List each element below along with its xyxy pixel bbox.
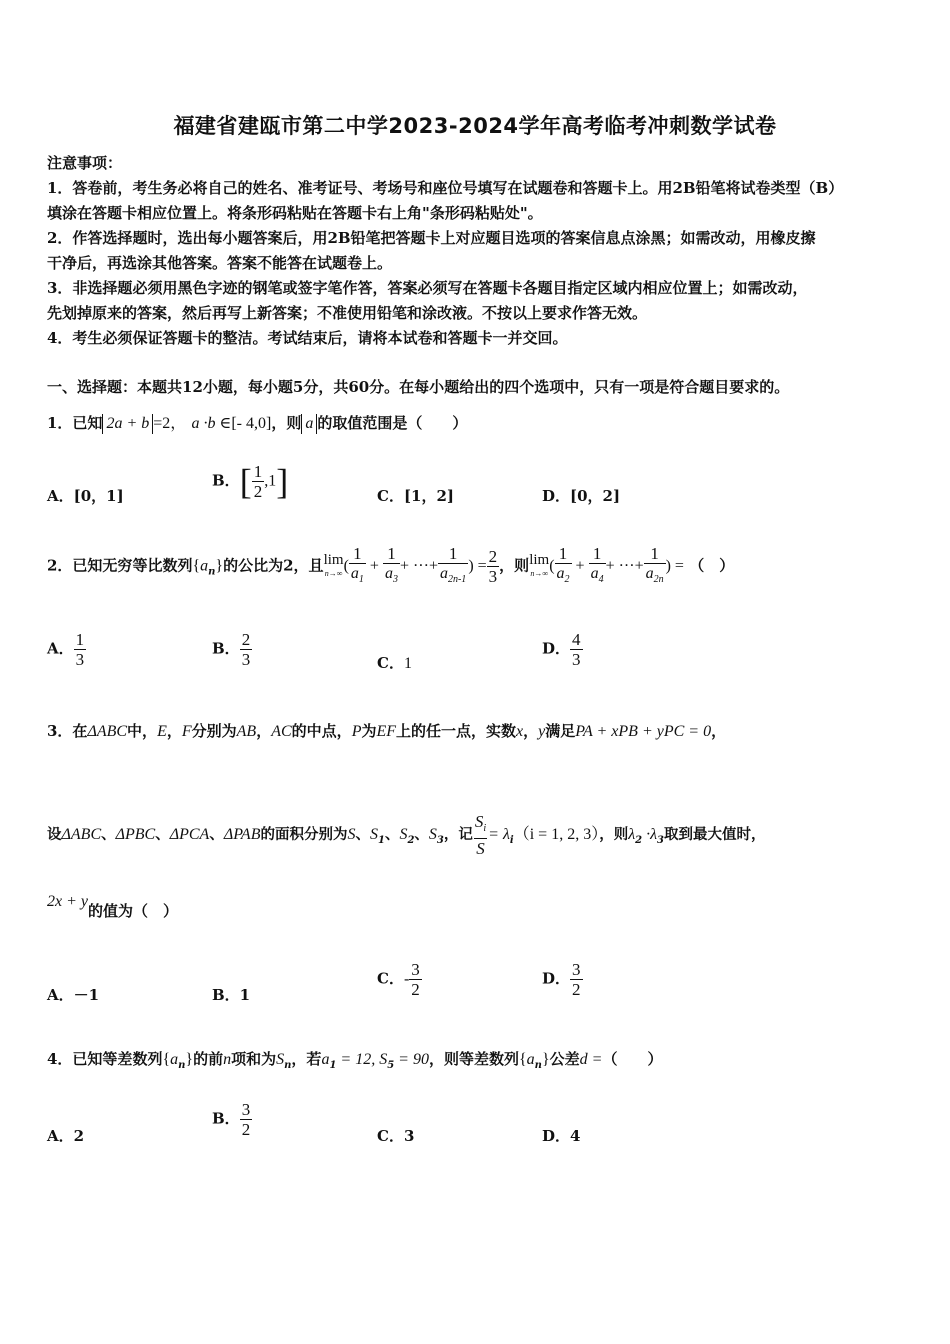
math: （i = 1, 2, 3） [513, 826, 600, 843]
math: = 12, S [336, 1051, 388, 1068]
math: S [428, 826, 437, 843]
q1-option-a[interactable]: A．[0，1] [47, 487, 124, 505]
paren-open-icon: ( [343, 557, 349, 575]
option-fraction [240, 1100, 253, 1139]
frac-den: 2 [241, 1120, 251, 1139]
math: S [347, 826, 356, 843]
question-3-line-2 [47, 812, 766, 858]
math: y [538, 723, 546, 740]
math: ΔPAB [223, 826, 261, 843]
frac-den [555, 563, 572, 589]
q1-cond1-rest: =2， [153, 415, 187, 432]
math: n [223, 1051, 232, 1068]
den-sub: 2n-1 [447, 574, 467, 585]
q2-option-a[interactable] [47, 630, 86, 669]
frac-num: 3 [572, 960, 581, 979]
frac-num: 1 [650, 544, 659, 563]
text: ，记 [443, 826, 473, 843]
option-label: D． [542, 969, 571, 988]
text: ， [711, 722, 727, 740]
q1-option-b-fraction [252, 462, 265, 501]
math: S [369, 826, 378, 843]
text: 分别为 [191, 722, 237, 740]
math: ΔPCA [169, 826, 210, 843]
frac-den: 2 [253, 482, 263, 501]
frac-den: 2 [411, 980, 420, 999]
math: ·λ [642, 826, 658, 843]
q2-seq: a [200, 557, 209, 575]
den-sub: 3 [392, 574, 398, 585]
q2-term [438, 544, 468, 589]
q4-option-b[interactable] [212, 1100, 252, 1139]
den-var: a [439, 565, 448, 582]
frac-num: 1 [353, 544, 362, 563]
den-sub: 4 [598, 574, 604, 585]
option-fraction [240, 630, 253, 669]
text: （ ） [602, 1050, 663, 1068]
text: 的前 [193, 1050, 224, 1068]
frac-den: 3 [75, 650, 85, 669]
q1-prefix: 1．已知 [47, 414, 103, 432]
text: ，若 [291, 1050, 322, 1068]
text: 、 [355, 826, 370, 843]
plus-icon: + [571, 557, 589, 575]
math: a [526, 1051, 535, 1068]
option-fraction [409, 960, 422, 999]
option-label: A． [47, 639, 74, 658]
math: d = [579, 1051, 603, 1068]
frac-den: 3 [572, 650, 581, 669]
math: = 90 [394, 1051, 429, 1068]
math-sub: 2 [635, 835, 643, 846]
option-label: C． [377, 969, 404, 988]
frac-den: 2 [572, 980, 581, 999]
math: ΔPBC [115, 826, 156, 843]
option-fraction [570, 960, 583, 999]
math: EF [376, 723, 397, 740]
q1-option-b-tail: ,1 [264, 472, 277, 490]
q1-abs-a: a [301, 414, 317, 434]
brace-open-icon: { [518, 1051, 527, 1068]
text: 、 [209, 826, 224, 843]
frac-den [438, 563, 468, 589]
text: 的中点， [291, 722, 352, 740]
frac-num: 3 [411, 960, 420, 979]
bracket-close-icon: ] [276, 461, 289, 502]
q2-term [644, 544, 666, 589]
frac-num: 1 [592, 544, 602, 563]
paren-close-icon: ) [468, 557, 478, 575]
lim-word: lim [529, 551, 550, 568]
option-value: 1 [403, 655, 412, 672]
q1-option-d[interactable]: D．[0，2] [542, 487, 621, 505]
math: F [181, 723, 192, 740]
notice-line: 填涂在答题卡相应位置上。将条形码粘贴在答题卡右上角"条形码粘贴处"。 [47, 204, 543, 222]
q2-option-b[interactable] [212, 630, 252, 669]
frac-den: 3 [488, 567, 498, 586]
frac-num: 1 [387, 544, 396, 563]
question-4 [47, 1048, 662, 1071]
notice-line: 3．非选择题必须用黑色字迹的钢笔或签字笔作答，答案必须写在答题卡各题目指定区域内相应位置上；如需改动， [47, 279, 808, 297]
option-label: B． [212, 1109, 240, 1128]
text: ， [523, 722, 539, 740]
q2-prefix: 2．已知无穷等比数列 [47, 556, 193, 575]
text: 中， [127, 722, 158, 740]
q4-option-d[interactable]: D．4 [542, 1127, 581, 1145]
den-var: a [645, 565, 654, 582]
text: 的面积分别为 [260, 826, 348, 843]
den-var: a [590, 565, 599, 582]
q3-option-a[interactable]: A．－1 [47, 986, 100, 1004]
q1-dot-product: a ·b ∈ [191, 415, 232, 432]
text: 的值为（ ） [88, 902, 179, 920]
frac-num: 1 [253, 462, 263, 481]
brace-close-icon: } [185, 1051, 194, 1068]
math-sub: 2 [407, 835, 415, 846]
q2-option-c[interactable] [377, 652, 412, 673]
text: 、 [414, 826, 429, 843]
q1-interval: [- 4,0] [231, 415, 272, 432]
lim-sub: n→∞ [530, 568, 549, 578]
question-2 [47, 544, 734, 589]
option-fraction [570, 630, 583, 669]
text: 4．已知等差数列 [47, 1050, 163, 1068]
math-sub: 1 [377, 835, 385, 846]
q2-term [383, 544, 400, 589]
text: ， [166, 722, 182, 740]
math: λ [628, 826, 636, 843]
q4-option-a[interactable]: A．2 [47, 1127, 85, 1145]
math: E [157, 723, 167, 740]
math: = λ [488, 826, 510, 843]
math: ΔABC [61, 826, 102, 843]
q1-mid: ，则 [271, 414, 302, 432]
den-var: a [350, 565, 359, 582]
den-sub: 2 [564, 574, 570, 585]
notice-line: 2．作答选择题时，选出每小题答案后，用2B铅笔把答题卡上对应题目选项的答案信息点涂黑；如需改动，用橡皮擦 [47, 229, 816, 247]
q2-term [555, 544, 572, 589]
lim-word: lim [323, 551, 344, 568]
math-sub: i [509, 835, 514, 846]
question-3-line-1 [47, 720, 726, 741]
option-label: C． [377, 654, 404, 672]
option-label: D． [542, 639, 571, 658]
math: ΔABC [87, 723, 128, 740]
text: ，则等差数列 [428, 1050, 519, 1068]
frac-num: 2 [241, 630, 251, 649]
text: ，则 [599, 826, 629, 843]
den-sub: 1 [358, 574, 364, 585]
q1-option-c[interactable]: C．[1，2] [377, 487, 455, 505]
text: 为 [361, 722, 377, 740]
den-var: a [384, 565, 393, 582]
frac-den: S [476, 839, 485, 858]
q2-value [487, 547, 500, 586]
math: a [170, 1051, 179, 1068]
page-title: 福建省建瓯市第二中学2023-2024学年高考临考冲刺数学试卷 [173, 114, 777, 138]
q3-option-b[interactable]: B．1 [212, 986, 251, 1004]
q3-option-c[interactable] [377, 960, 422, 999]
notice-line: 4．考生必须保证答题卡的整洁。考试结束后，请将本试卷和答题卡一并交回。 [47, 329, 568, 347]
frac-num: 1 [558, 544, 568, 563]
q3-option-d[interactable] [542, 960, 583, 999]
q2-seq-sub: n [208, 566, 216, 578]
q1-abs-expr: 2a + b [102, 414, 153, 434]
bracket-open-icon: [ [239, 461, 252, 502]
text: 设 [47, 826, 62, 843]
frac-num: 1 [448, 544, 458, 563]
math: AB [236, 723, 257, 740]
paren-open-icon: ( [549, 557, 555, 575]
q2-term [589, 544, 606, 589]
text: 上的任一点，实数 [396, 722, 517, 740]
math-sub: n [284, 1060, 292, 1071]
question-3-line-3 [47, 893, 179, 921]
brace-close-icon: } [215, 557, 224, 575]
q4-option-c[interactable]: C．3 [377, 1127, 415, 1145]
text: 、 [384, 826, 400, 843]
frac-den [349, 563, 366, 589]
notice-line: 1．答卷前，考生务必将自己的姓名、准考证号、考场号和座位号填写在试题卷和答题卡上。用2B铅笔将试卷类型（B） [47, 179, 844, 197]
math-sub: n [534, 1060, 542, 1071]
math-sub: 3 [657, 835, 665, 846]
math-sub: 3 [436, 835, 444, 846]
q2-term [349, 544, 366, 589]
math: x [516, 723, 524, 740]
equals-sign: = [477, 557, 487, 575]
frac-den: 3 [241, 650, 251, 669]
q2-ellipsis: + ···+ [399, 557, 438, 575]
frac-num: 3 [241, 1100, 251, 1119]
lim-sub: n→∞ [324, 568, 343, 578]
plus-icon: + [365, 557, 383, 575]
q1-suffix: 的取值范围是（ ） [317, 414, 468, 432]
minus-sign: - [403, 970, 410, 988]
option-fraction [74, 630, 87, 669]
notice-heading: 注意事项： [47, 154, 123, 172]
q1-option-b-label: B． [212, 471, 240, 490]
q2-ellipsis: + ···+ [605, 557, 644, 575]
q2-mid2: ，则 [499, 556, 530, 575]
math: PA + xPB + yPC = 0 [575, 723, 712, 740]
math-sub: 5 [387, 1060, 395, 1071]
text: 满足 [545, 722, 576, 740]
frac-num: 2 [488, 547, 498, 566]
text: 、 [101, 826, 116, 843]
frac-num: 1 [75, 630, 85, 649]
math-sub: 1 [329, 1060, 337, 1071]
q2-limit-2 [529, 553, 549, 581]
den-var: a [556, 565, 565, 582]
text: 公差 [549, 1050, 580, 1068]
math: P [351, 723, 362, 740]
q3-ratio [473, 812, 488, 858]
text: 项和为 [231, 1050, 277, 1068]
text: 取到最大值时， [664, 826, 766, 843]
math: a [321, 1051, 330, 1068]
option-label: B． [212, 639, 240, 658]
math: S [276, 1051, 285, 1068]
frac-den [589, 563, 606, 589]
frac-den [644, 563, 666, 589]
q2-limit-1 [324, 553, 344, 581]
den-sub: 2n [653, 574, 664, 585]
frac-num [473, 812, 488, 838]
math: AC [271, 723, 292, 740]
frac-num: 4 [572, 630, 581, 649]
text: 、 [155, 826, 170, 843]
q2-mid1: 的公比为2，且 [223, 556, 324, 575]
brace-open-icon: { [162, 1051, 171, 1068]
q1-option-b[interactable] [212, 462, 288, 501]
brace-close-icon: } [541, 1051, 550, 1068]
question-1 [47, 410, 467, 434]
q2-rhs-eq: ) = [665, 557, 684, 575]
text: 3．在 [47, 722, 88, 740]
num-sub: i [483, 823, 487, 834]
num-var: S [474, 812, 484, 831]
math: 2x + y [47, 893, 88, 910]
notice-line: 干净后，再选涂其他答案。答案不能答在试题卷上。 [47, 254, 393, 272]
notice-line: 先划掉原来的答案，然后再写上新答案；不准使用铅笔和涂改液。不按以上要求作答无效。 [47, 304, 648, 322]
frac-den [383, 563, 400, 589]
q2-option-d[interactable] [542, 630, 583, 669]
math-sub: n [178, 1060, 186, 1071]
section-heading: 一、选择题：本题共12小题，每小题5分，共60分。在每小题给出的四个选项中，只有一项是符合题目要求的。 [47, 378, 790, 396]
math: S [399, 826, 408, 843]
brace-open-icon: { [192, 557, 201, 575]
text: ， [256, 722, 272, 740]
q2-suffix: （ ） [689, 556, 735, 575]
